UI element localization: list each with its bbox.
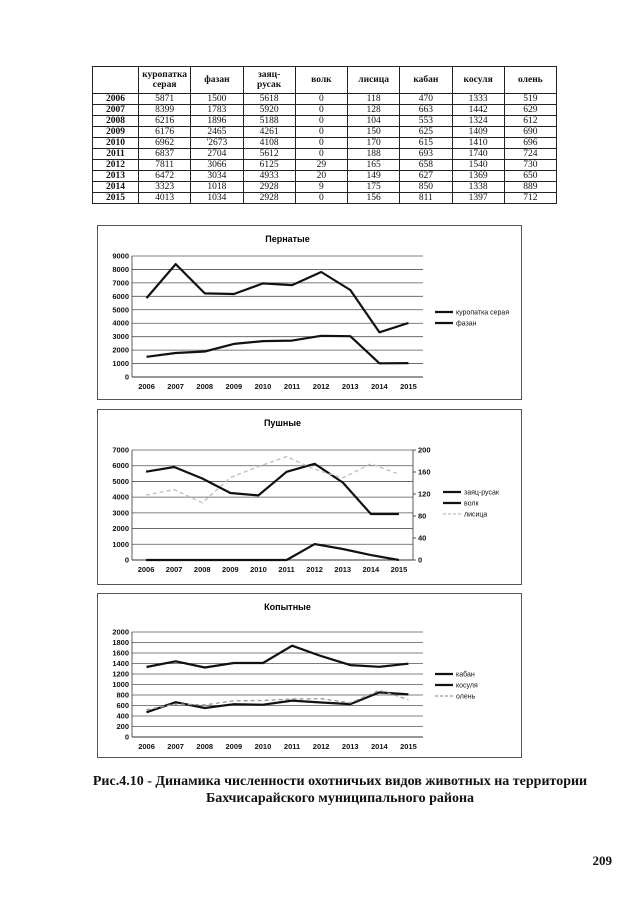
y-tick-label: 2000 <box>112 524 129 534</box>
table-cell: 1018 <box>191 182 243 193</box>
table-cell: 2465 <box>191 127 243 138</box>
table-row-year: 2008 <box>93 116 139 127</box>
legend-label: косуля <box>456 682 478 690</box>
table-cell: 3323 <box>139 182 191 193</box>
table-cell: 1540 <box>452 160 504 171</box>
table-cell: 0 <box>295 193 347 204</box>
y-tick-label: 9000 <box>112 251 129 261</box>
data-table <box>92 66 557 204</box>
table-head <box>93 67 557 94</box>
table-header-row <box>93 67 557 94</box>
table-row-year: 2009 <box>93 127 139 138</box>
table-cell: 20 <box>295 171 347 182</box>
table-cell: 1740 <box>452 149 504 160</box>
table-cell: 4261 <box>243 127 295 138</box>
chart-fur-animals <box>97 409 522 585</box>
table-cell: 5618 <box>243 94 295 105</box>
x-tick-label: 2010 <box>250 565 267 574</box>
legend-label: волк <box>464 500 479 508</box>
x-tick-label: 2013 <box>334 565 352 574</box>
table-cell: 519 <box>504 94 556 105</box>
legend-label: куропатка серая <box>456 309 510 317</box>
table-cell: 150 <box>348 127 400 138</box>
table-cell: 0 <box>295 138 347 149</box>
table-cell: 850 <box>400 182 452 193</box>
table-cell: 1333 <box>452 94 504 105</box>
table-cell: 8399 <box>139 105 191 116</box>
table-cell: 6472 <box>139 171 191 182</box>
y-tick-label: 1000 <box>112 680 129 689</box>
table-cell: '2673 <box>191 138 243 149</box>
table-cell: 0 <box>295 149 347 160</box>
table-row <box>93 193 557 204</box>
table-cell: 724 <box>504 149 556 160</box>
x-tick-label: 2009 <box>225 742 243 751</box>
table-cell: 6962 <box>139 138 191 149</box>
table-cell: 627 <box>400 171 452 182</box>
table-cell: 6125 <box>243 160 295 171</box>
legend-label: олень <box>456 693 476 701</box>
table-row <box>93 138 557 149</box>
table-cell: 730 <box>504 160 556 171</box>
table-cell: 175 <box>348 182 400 193</box>
table-row <box>93 171 557 182</box>
table-cell: 5871 <box>139 94 191 105</box>
y-tick-label: 5000 <box>112 476 129 486</box>
y-tick-label: 5000 <box>112 305 129 315</box>
table-header-corner <box>93 67 139 94</box>
table-cell: 4933 <box>243 171 295 182</box>
table-row <box>93 116 557 127</box>
table-row-year: 2014 <box>93 182 139 193</box>
table-row <box>93 105 557 116</box>
x-tick-label: 2014 <box>362 565 380 574</box>
x-tick-label: 2014 <box>371 742 388 751</box>
x-tick-label: 2007 <box>167 742 184 751</box>
table-cell: 128 <box>348 105 400 116</box>
table-header-cell: куропатка серая <box>139 67 191 94</box>
y-tick-label: 600 <box>116 701 129 710</box>
table-cell: 0 <box>295 94 347 105</box>
y-tick-label: 7000 <box>112 445 129 455</box>
table-cell: 693 <box>400 149 452 160</box>
y-tick-label: 4000 <box>112 492 129 502</box>
table-cell: 612 <box>504 116 556 127</box>
table-cell: 3066 <box>191 160 243 171</box>
table-cell: 663 <box>400 105 452 116</box>
x-tick-label: 2011 <box>278 565 295 574</box>
table-cell: 811 <box>400 193 452 204</box>
table-cell: 5612 <box>243 149 295 160</box>
legend-label: фазан <box>456 320 477 328</box>
table-cell: 149 <box>348 171 400 182</box>
y-tick-label: 800 <box>116 690 129 700</box>
table-header-cell: косуля <box>452 67 504 94</box>
table-cell: 629 <box>504 105 556 116</box>
table-cell: 5188 <box>243 116 295 127</box>
series-line <box>146 464 399 514</box>
table-cell: 29 <box>295 160 347 171</box>
y-tick-label: 1000 <box>112 359 129 369</box>
table-cell: 712 <box>504 193 556 204</box>
table-cell: 625 <box>400 127 452 138</box>
table-cell: 188 <box>348 149 400 160</box>
y-tick-label: 0 <box>124 372 129 382</box>
y2-tick-label: 160 <box>418 467 431 477</box>
figure-caption <box>60 773 620 807</box>
table-cell: 165 <box>348 160 400 171</box>
series-line <box>146 457 399 503</box>
y2-tick-label: 120 <box>418 489 431 499</box>
table-cell: 1783 <box>191 105 243 116</box>
table-cell: 1397 <box>452 193 504 204</box>
y2-tick-label: 80 <box>418 511 427 521</box>
y-tick-label: 1000 <box>112 539 129 549</box>
x-tick-label: 2012 <box>306 565 323 574</box>
table-cell: 2928 <box>243 182 295 193</box>
caption-line-2: Бахчисарайского муниципального района <box>205 791 475 806</box>
table-cell: 0 <box>295 127 347 138</box>
y-tick-label: 200 <box>116 722 129 731</box>
table-cell: 6837 <box>139 149 191 160</box>
x-tick-label: 2011 <box>283 382 301 391</box>
table-cell: 470 <box>400 94 452 105</box>
x-tick-label: 2006 <box>138 742 155 751</box>
caption-line-1: Рис.4.10 - Динамика численности охотничьих видов животных на территории <box>92 774 588 789</box>
series-line <box>147 336 409 364</box>
y-tick-label: 0 <box>124 555 129 565</box>
table-cell: 3034 <box>191 171 243 182</box>
table-cell: 553 <box>400 116 452 127</box>
table-row-year: 2012 <box>93 160 139 171</box>
table-cell: 2928 <box>243 193 295 204</box>
table-cell: 1369 <box>452 171 504 182</box>
y-tick-label: 8000 <box>112 264 129 274</box>
table-cell: 6176 <box>139 127 191 138</box>
y2-tick-label: 200 <box>418 445 431 455</box>
x-tick-label: 2010 <box>254 742 272 751</box>
series-line <box>147 264 409 332</box>
x-tick-label: 2013 <box>341 382 359 391</box>
table-cell: 690 <box>504 127 556 138</box>
chart-ungulates <box>97 593 522 758</box>
x-tick-label: 2011 <box>283 742 301 751</box>
table-row <box>93 160 557 171</box>
table-row-year: 2013 <box>93 171 139 182</box>
table-cell: 1410 <box>452 138 504 149</box>
y-tick-label: 1400 <box>112 659 129 668</box>
table-cell: 9 <box>295 182 347 193</box>
table-cell: 1324 <box>452 116 504 127</box>
legend-label: кабан <box>456 671 475 679</box>
table-row-year: 2006 <box>93 94 139 105</box>
y-tick-label: 3000 <box>112 508 129 518</box>
chart-svg <box>98 410 521 584</box>
table-cell: 104 <box>348 116 400 127</box>
page-number: 209 <box>592 853 612 868</box>
y-tick-label: 3000 <box>112 332 129 342</box>
x-tick-label: 2008 <box>196 382 214 391</box>
table-cell: 889 <box>504 182 556 193</box>
table-cell: 4108 <box>243 138 295 149</box>
chart-title: Копытные <box>264 602 311 612</box>
table-cell: 2704 <box>191 149 243 160</box>
x-tick-label: 2014 <box>371 382 388 391</box>
legend-label: заяц-русак <box>464 489 499 497</box>
x-tick-label: 2010 <box>254 382 272 391</box>
x-tick-label: 2013 <box>341 742 359 751</box>
y-tick-label: 4000 <box>112 318 129 328</box>
y-tick-label: 0 <box>124 732 129 742</box>
table-cell: 1409 <box>452 127 504 138</box>
table-cell: 1034 <box>191 193 243 204</box>
table-row-year: 2015 <box>93 193 139 204</box>
table-header-cell: олень <box>504 67 556 94</box>
chart-svg <box>98 594 521 757</box>
series-line <box>147 646 409 668</box>
table-cell: 170 <box>348 138 400 149</box>
y-tick-label: 2000 <box>112 345 129 355</box>
y-tick-label: 2000 <box>112 627 129 637</box>
chart-birds <box>97 225 522 400</box>
x-tick-label: 2015 <box>390 565 408 574</box>
chart-svg <box>98 226 521 399</box>
table-cell: 658 <box>400 160 452 171</box>
y2-tick-label: 0 <box>418 555 423 565</box>
y-tick-label: 7000 <box>112 278 129 288</box>
x-tick-label: 2012 <box>312 382 330 391</box>
y2-tick-label: 40 <box>418 533 427 543</box>
table-cell: 1338 <box>452 182 504 193</box>
table-cell: 0 <box>295 116 347 127</box>
table-cell: 4013 <box>139 193 191 204</box>
series-line <box>147 690 409 710</box>
table-row <box>93 149 557 160</box>
table-cell: 615 <box>400 138 452 149</box>
x-tick-label: 2007 <box>165 565 183 574</box>
x-tick-label: 2015 <box>400 742 417 751</box>
table-cell: 1896 <box>191 116 243 127</box>
table-row-year: 2011 <box>93 149 139 160</box>
table-cell: 118 <box>348 94 400 105</box>
table-header-cell: кабан <box>400 67 452 94</box>
x-tick-label: 2008 <box>196 742 214 751</box>
table-cell: 0 <box>295 105 347 116</box>
x-tick-label: 2009 <box>225 382 243 391</box>
x-tick-label: 2007 <box>167 382 184 391</box>
table-body <box>93 94 557 204</box>
table-header-cell: заяц- русак <box>243 67 295 94</box>
table-row <box>93 94 557 105</box>
table-cell: 1442 <box>452 105 504 116</box>
table-row <box>93 127 557 138</box>
table-cell: 1500 <box>191 94 243 105</box>
table-header-cell: лисица <box>348 67 400 94</box>
x-tick-label: 2009 <box>222 565 239 574</box>
chart-title: Пушные <box>263 418 302 428</box>
table-row-year: 2007 <box>93 105 139 116</box>
y-tick-label: 400 <box>116 711 129 721</box>
x-tick-label: 2006 <box>138 382 155 391</box>
table-header-cell: волк <box>295 67 347 94</box>
chart-title: Пернатые <box>265 234 310 244</box>
table-cell: 650 <box>504 171 556 182</box>
table-cell: 6216 <box>139 116 191 127</box>
table-cell: 696 <box>504 138 556 149</box>
table-row <box>93 182 557 193</box>
y-tick-label: 1800 <box>112 638 129 647</box>
legend-label: лисица <box>464 511 488 519</box>
table-cell: 7811 <box>139 160 191 171</box>
table-row-year: 2010 <box>93 138 139 149</box>
table-cell: 156 <box>348 193 400 204</box>
x-tick-label: 2015 <box>400 382 417 391</box>
y-tick-label: 1600 <box>112 648 129 658</box>
table-cell: 5920 <box>243 105 295 116</box>
y-tick-label: 1200 <box>112 669 129 679</box>
x-tick-label: 2012 <box>312 742 330 751</box>
table-header-cell: фазан <box>191 67 243 94</box>
series-line <box>146 544 399 560</box>
x-tick-label: 2008 <box>193 565 211 574</box>
y-tick-label: 6000 <box>112 291 129 301</box>
y-tick-label: 6000 <box>112 461 129 471</box>
x-tick-label: 2006 <box>137 565 155 574</box>
